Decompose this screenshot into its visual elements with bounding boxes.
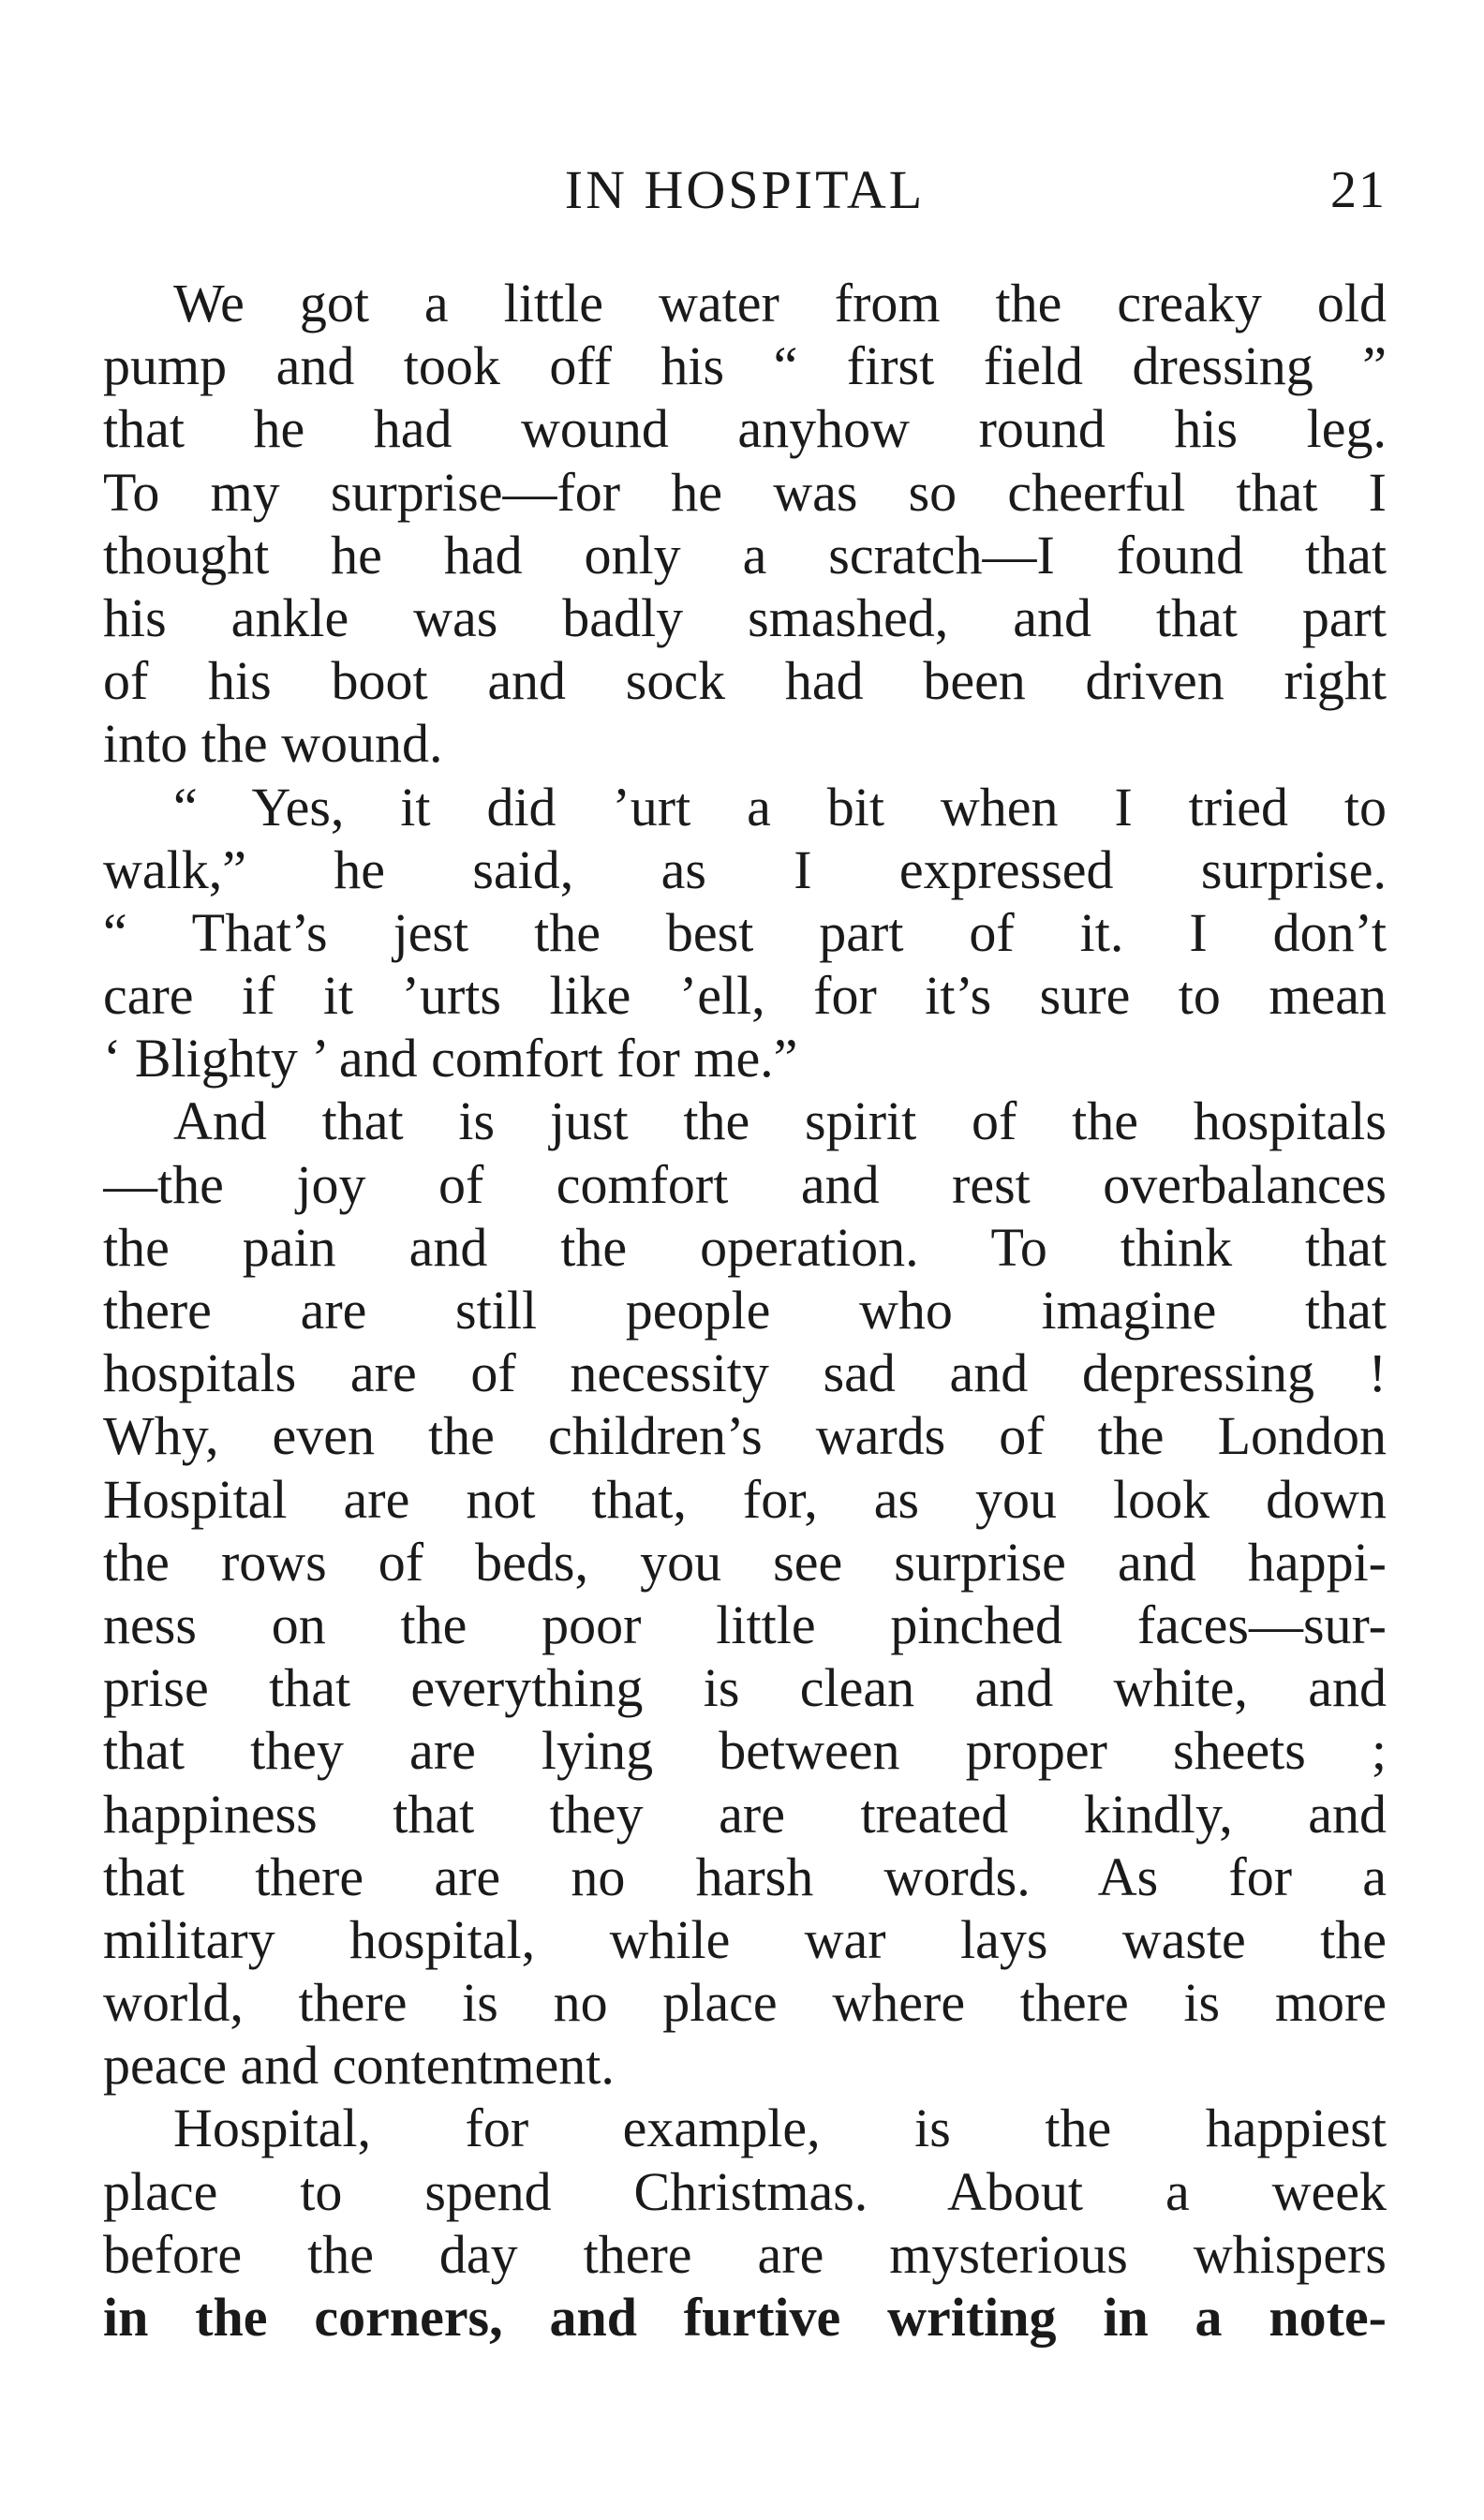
- text-line: “ That’s jest the best part of it. I don’t: [103, 901, 1387, 963]
- text-line: pump and took off his “ first field dressing ”: [103, 335, 1387, 397]
- text-line: there are still people who imagine that: [103, 1280, 1387, 1341]
- text-line: ‘ Blighty ’ and comfort for me.”: [103, 1028, 798, 1090]
- text-line: prise that everything is clean and white, and: [103, 1657, 1387, 1719]
- body-text: [103, 272, 1387, 2349]
- text-line: his ankle was badly smashed, and that part: [103, 586, 1387, 648]
- text-line: in the corners, and furtive writing in a note-: [103, 2287, 1387, 2348]
- text-line: —the joy of comfort and rest overbalances: [103, 1153, 1387, 1215]
- page-number: 21: [1330, 161, 1387, 219]
- text-line: walk,” he said, as I expressed surprise.: [103, 838, 1387, 900]
- text-line: thought he had only a scratch—I found that: [103, 524, 1387, 586]
- text-line: that they are lying between proper sheets ;: [103, 1720, 1387, 1782]
- text-line: We got a little water from the creaky old: [173, 273, 1387, 334]
- text-line: To my surprise—for he was so cheerful that I: [103, 461, 1387, 523]
- text-line: the rows of beds, you see surprise and happi-: [103, 1531, 1387, 1593]
- text-line: Why, even the children’s wards of the London: [103, 1405, 1387, 1467]
- text-line: into the wound.: [103, 713, 443, 775]
- text-line: And that is just the spirit of the hospitals: [173, 1090, 1387, 1152]
- text-line: happiness that they are treated kindly, and: [103, 1783, 1387, 1845]
- text-line: place to spend Christmas. About a week: [103, 2160, 1387, 2222]
- text-line: before the day there are mysterious whispers: [103, 2223, 1387, 2285]
- running-head: [103, 157, 1387, 223]
- text-line: world, there is no place where there is more: [103, 1972, 1387, 2034]
- text-line: Hospital are not that, for, as you look down: [103, 1468, 1387, 1530]
- text-line: that he had wound anyhow round his leg.: [103, 398, 1387, 460]
- text-line: Hospital, for example, is the happiest: [173, 2098, 1387, 2159]
- text-line: care if it ’urts like ’ell, for it’s sure to mean: [103, 965, 1387, 1027]
- text-line: the pain and the operation. To think that: [103, 1216, 1387, 1278]
- text-line: hospitals are of necessity sad and depressing !: [103, 1342, 1387, 1404]
- text-line: that there are no harsh words. As for a: [103, 1846, 1387, 1907]
- text-line: of his boot and sock had been driven right: [103, 650, 1387, 712]
- text-line: peace and contentment.: [103, 2035, 615, 2097]
- running-title: IN HOSPITAL: [564, 159, 926, 220]
- text-line: ness on the poor little pinched faces—sur-: [103, 1594, 1387, 1655]
- text-line: “ Yes, it did ’urt a bit when I tried to: [173, 776, 1387, 838]
- text-line: military hospital, while war lays waste the: [103, 1908, 1387, 1970]
